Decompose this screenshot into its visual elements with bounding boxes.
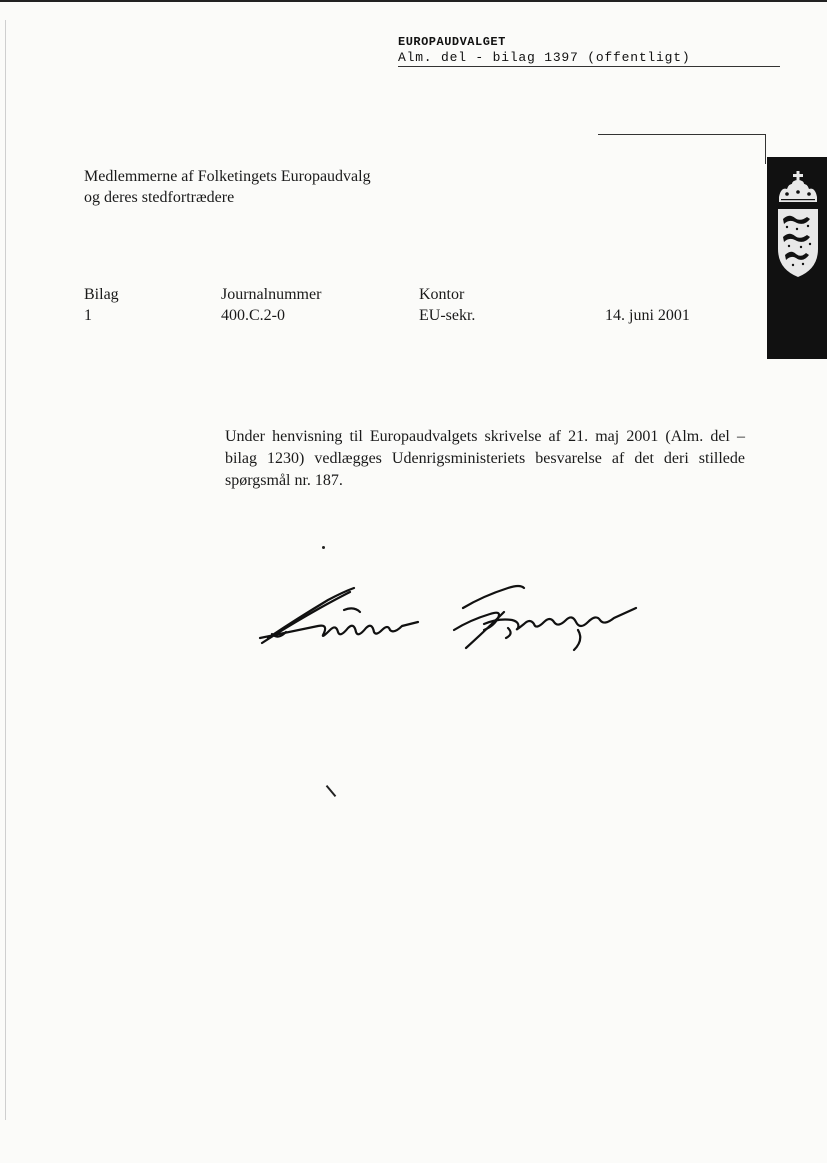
journal-value: 400.C.2-0 <box>221 307 285 324</box>
journal-label: Journalnummer <box>221 286 322 303</box>
bilag-field <box>84 284 119 326</box>
emblem-panel <box>767 157 827 359</box>
letter-body: Under henvisning til Europaudvalgets skrivelse af 21. maj 2001 (Alm. del – bilag 1230) vedlægges Udenrigsministeriets besvarelse af det deri stillede spørgsmål nr. 187. <box>225 428 745 489</box>
scan-edge <box>5 20 6 1120</box>
recipient-line-1: Medlemmerne af Folketingets Europaudvalg <box>84 168 371 185</box>
scan-mark <box>326 785 337 797</box>
journal-field <box>221 284 321 326</box>
signature-image <box>258 578 648 663</box>
danish-coat-of-arms-icon <box>775 169 821 279</box>
bilag-label: Bilag <box>84 286 119 303</box>
scan-speck <box>322 546 325 549</box>
stamp-title: EUROPAUDVALGET <box>398 35 506 49</box>
recipient-block <box>84 166 371 208</box>
letter-date: 14. juni 2001 <box>605 307 690 324</box>
kontor-field <box>419 284 475 326</box>
kontor-label: Kontor <box>419 286 465 303</box>
stamp-reference: Alm. del - bilag 1397 (offentligt) <box>398 50 780 67</box>
corner-rule <box>598 134 766 135</box>
bilag-value: 1 <box>84 307 92 324</box>
kontor-value: EU-sekr. <box>419 307 476 324</box>
corner-rule-vertical <box>765 134 766 164</box>
committee-stamp <box>398 35 780 67</box>
recipient-line-2: og deres stedfortrædere <box>84 189 235 206</box>
top-border <box>0 0 827 2</box>
